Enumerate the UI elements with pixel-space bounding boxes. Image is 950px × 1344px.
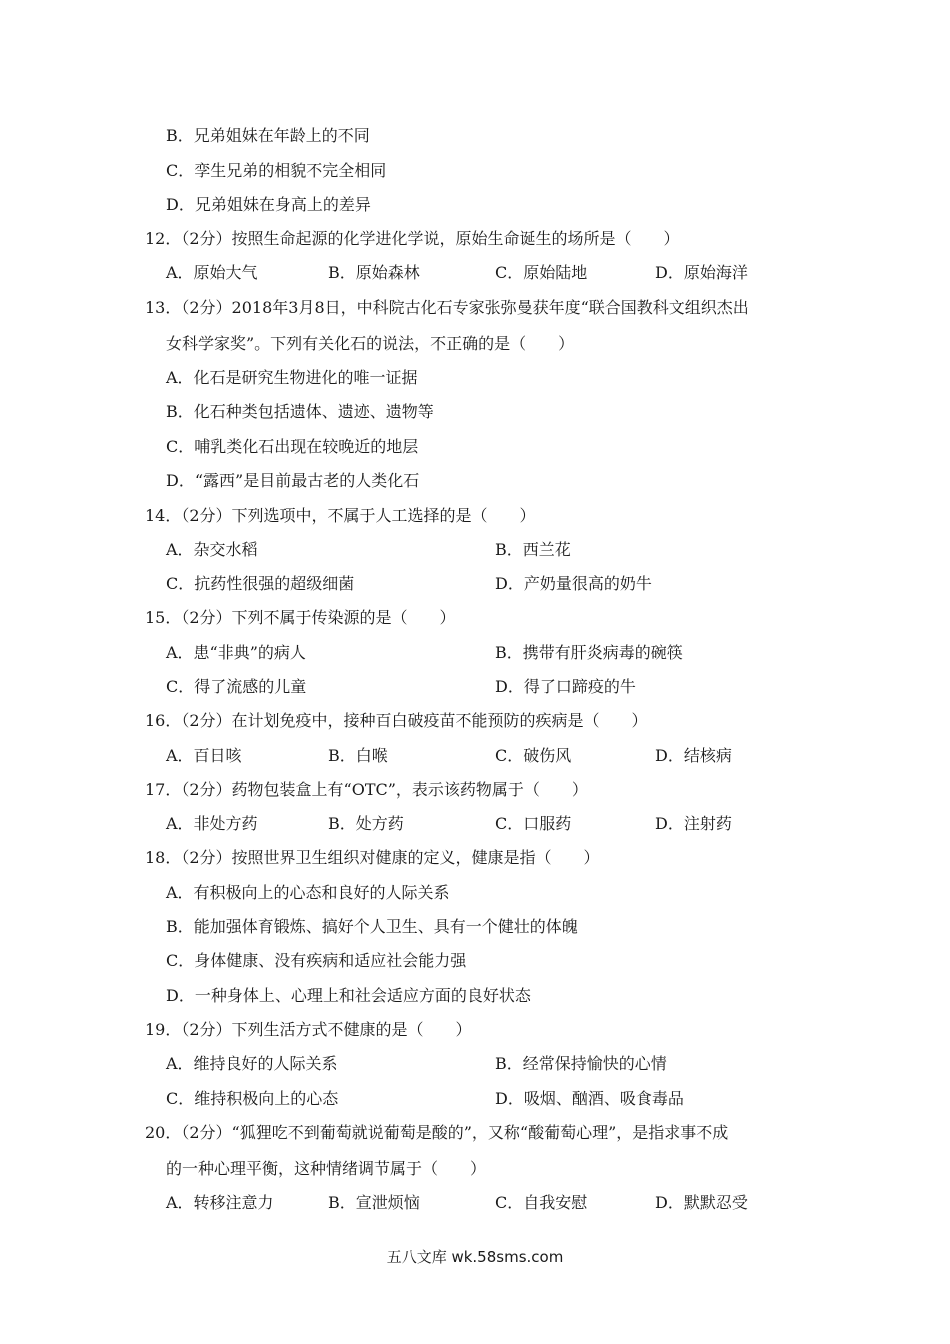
q17-option-a: A．非处方药	[166, 814, 258, 833]
q18-option-b: B．能加强体育锻炼、搞好个人卫生、具有一个健壮的体魄	[166, 917, 578, 936]
q13-stem-line2: 女科学家奖”。下列有关化石的说法，不正确的是（ ）	[166, 334, 575, 353]
q20-option-b: B．宣泄烦恼	[328, 1193, 420, 1212]
q12-stem: 12．（2分）按照生命起源的化学进化学说，原始生命诞生的场所是（ ）	[145, 229, 680, 248]
q14-option-a: A．杂交水稻	[166, 540, 258, 559]
q13-option-b: B．化石种类包括遗体、遗迹、遗物等	[166, 402, 434, 421]
q11-option-b: B．兄弟姐妹在年龄上的不同	[166, 126, 370, 145]
q11-option-d: D．兄弟姐妹在身高上的差异	[166, 195, 371, 214]
page-footer: 五八文库 wk.58sms.com	[386, 1248, 564, 1266]
q15-option-c: C．得了流感的儿童	[166, 677, 307, 696]
q18-option-a: A．有积极向上的心态和良好的人际关系	[166, 883, 450, 902]
q12-option-c: C．原始陆地	[495, 263, 588, 282]
q16-option-a: A．百日咳	[166, 746, 242, 765]
q16-option-d: D．结核病	[655, 746, 732, 765]
q13-stem-line1: 13．（2分）2018年3月8日，中科院古化石专家张弥曼获年度“联合国教科文组织杰出	[145, 298, 749, 317]
q18-option-c: C．身体健康、没有疾病和适应社会能力强	[166, 951, 467, 970]
q15-option-b: B．携带有肝炎病毒的碗筷	[495, 643, 683, 662]
q14-option-c: C．抗药性很强的超级细菌	[166, 574, 355, 593]
q20-option-d: D．默默忍受	[655, 1193, 748, 1212]
q13-option-a: A．化石是研究生物进化的唯一证据	[166, 368, 418, 387]
q19-option-d: D．吸烟、酗酒、吸食毒品	[495, 1089, 684, 1108]
q14-option-d: D．产奶量很高的奶牛	[495, 574, 652, 593]
q15-option-d: D．得了口蹄疫的牛	[495, 677, 636, 696]
q19-option-b: B．经常保持愉快的心情	[495, 1054, 667, 1073]
q16-option-c: C．破伤风	[495, 746, 572, 765]
q15-stem: 15．（2分）下列不属于传染源的是（ ）	[145, 608, 456, 627]
q20-option-a: A．转移注意力	[166, 1193, 274, 1212]
q20-option-c: C．自我安慰	[495, 1193, 588, 1212]
q17-stem: 17．（2分）药物包装盒上有“OTC”，表示该药物属于（ ）	[145, 780, 588, 799]
q12-option-d: D．原始海洋	[655, 263, 748, 282]
q16-stem: 16．（2分）在计划免疫中，接种百白破疫苗不能预防的疾病是（ ）	[145, 711, 648, 730]
q20-stem-line1: 20．（2分）“狐狸吃不到葡萄就说葡萄是酸的”，又称“酸葡萄心理”，是指求事不成	[145, 1123, 729, 1142]
q13-option-c: C．哺乳类化石出现在较晚近的地层	[166, 437, 419, 456]
q16-option-b: B．白喉	[328, 746, 388, 765]
q18-stem: 18．（2分）按照世界卫生组织对健康的定义，健康是指（ ）	[145, 848, 600, 867]
q19-stem: 19．（2分）下列生活方式不健康的是（ ）	[145, 1020, 472, 1039]
q17-option-c: C．口服药	[495, 814, 572, 833]
q13-option-d: D．“露西”是目前最古老的人类化石	[166, 471, 420, 490]
q20-stem-line2: 的一种心理平衡，这种情绪调节属于（ ）	[166, 1159, 487, 1178]
q14-stem: 14．（2分）下列选项中，不属于人工选择的是（ ）	[145, 506, 536, 525]
q19-option-c: C．维持积极向上的心态	[166, 1089, 339, 1108]
q15-option-a: A．患“非典”的病人	[166, 643, 306, 662]
q18-option-d: D．一种身体上、心理上和社会适应方面的良好状态	[166, 986, 531, 1005]
q12-option-a: A．原始大气	[166, 263, 258, 282]
q14-option-b: B．西兰花	[495, 540, 571, 559]
q19-option-a: A．维持良好的人际关系	[166, 1054, 338, 1073]
q12-option-b: B．原始森林	[328, 263, 420, 282]
q17-option-b: B．处方药	[328, 814, 404, 833]
q11-option-c: C．孪生兄弟的相貌不完全相同	[166, 161, 387, 180]
q17-option-d: D．注射药	[655, 814, 732, 833]
